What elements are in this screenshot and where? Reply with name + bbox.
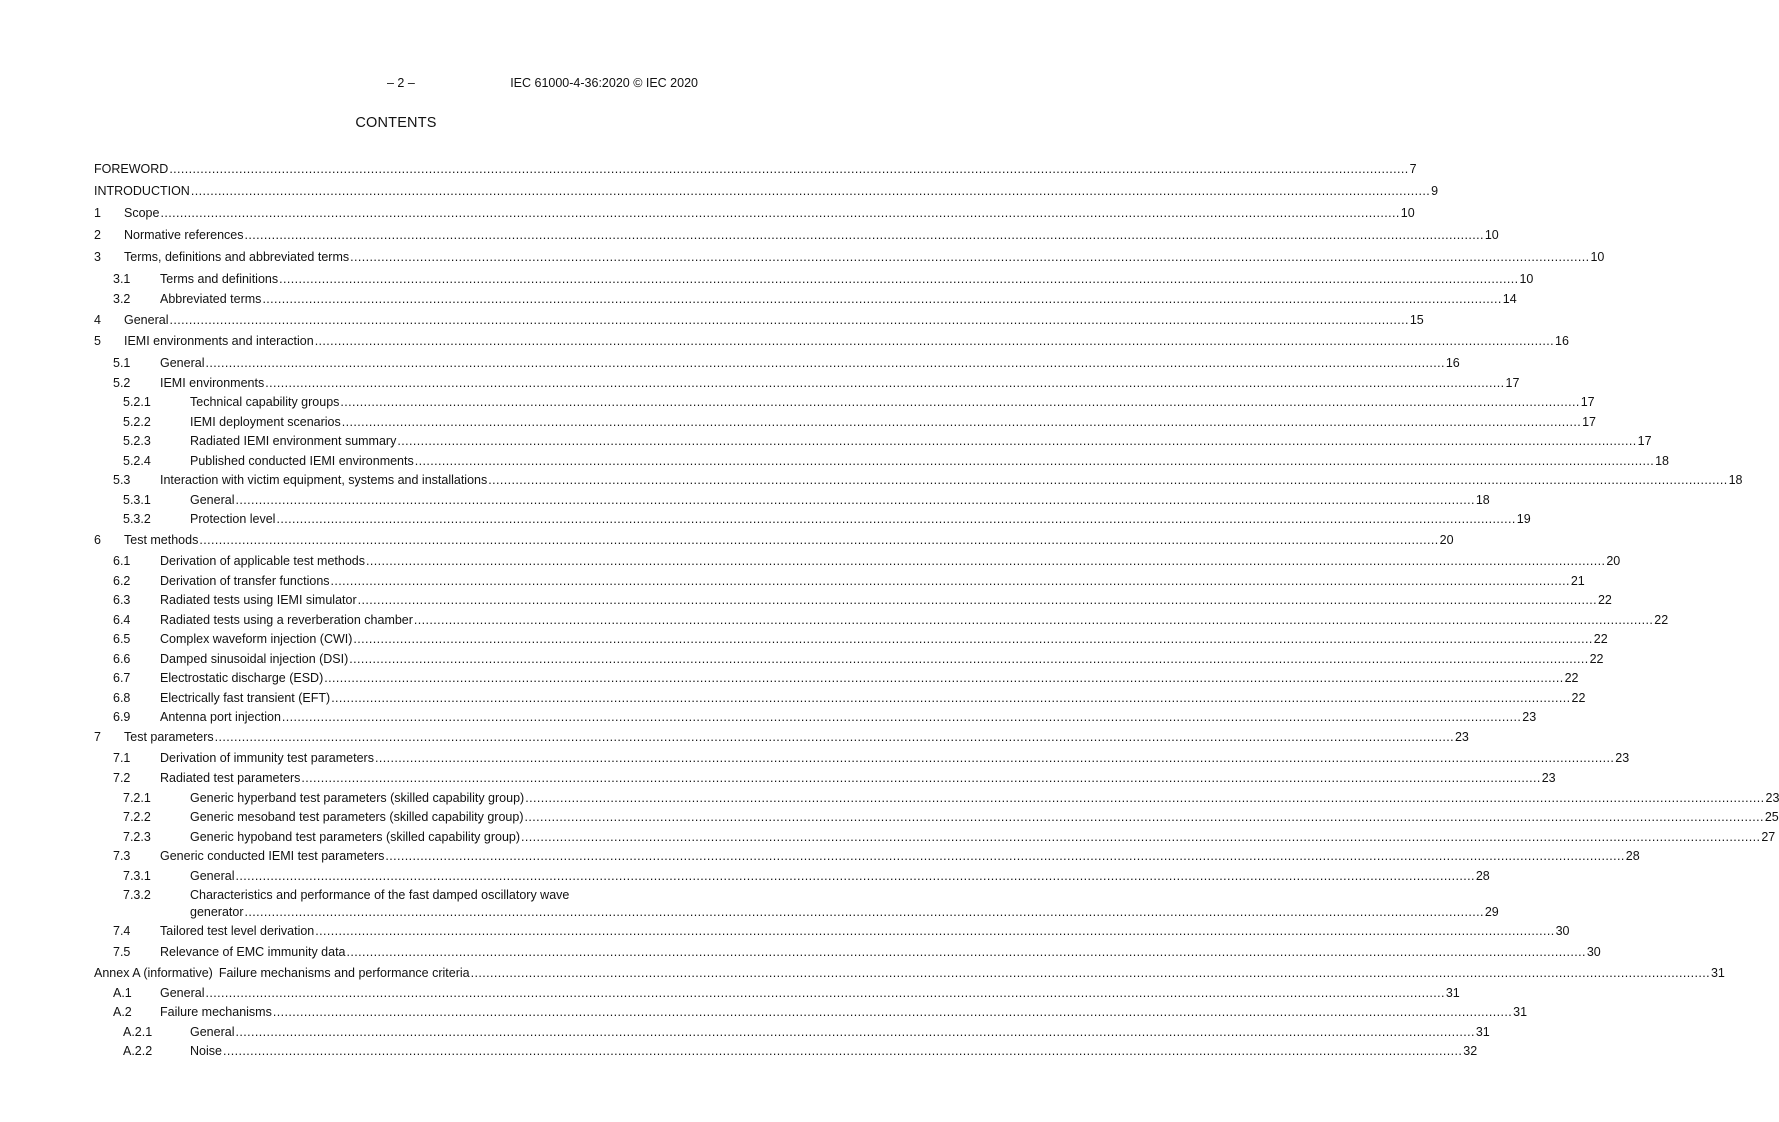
toc-entry-number: 6.8 — [113, 690, 131, 705]
toc-entry-title: Tailored test level derivation — [160, 924, 315, 938]
dot-leader — [342, 413, 1581, 433]
toc-entry-number: A.2.1 — [123, 1024, 153, 1039]
dot-leader — [301, 769, 1540, 789]
toc-entry-page: 25 — [1764, 810, 1779, 824]
contents-heading: CONTENTS — [355, 115, 437, 131]
toc-entry[interactable] — [94, 789, 1779, 809]
toc-entry[interactable] — [94, 471, 1743, 491]
toc-entry[interactable] — [94, 374, 1520, 394]
toc-entry[interactable] — [94, 728, 1469, 748]
dot-leader — [375, 747, 1614, 769]
toc-entry-title: Derivation of immunity test parameters — [160, 751, 374, 765]
toc-entry[interactable] — [94, 611, 1669, 631]
toc-entry-page: 23 — [1541, 771, 1556, 785]
toc-entry-page: 19 — [1516, 512, 1531, 526]
toc-entry-title: Derivation of transfer functions — [160, 573, 330, 588]
dot-leader — [265, 374, 1504, 394]
toc-entry[interactable] — [94, 310, 1424, 330]
dot-leader — [488, 471, 1727, 491]
toc-entry-number: 7.2 — [113, 771, 131, 785]
toc-entry-number: 5.3.2 — [123, 512, 151, 526]
toc-entry[interactable] — [94, 1023, 1490, 1043]
toc-entry-number: 7.4 — [113, 924, 131, 938]
toc-entry-number: 6.1 — [113, 553, 131, 568]
toc-entry[interactable] — [94, 352, 1460, 374]
toc-entry[interactable] — [94, 180, 1439, 202]
toc-entry-number: 3.2 — [113, 292, 131, 306]
dot-leader — [169, 310, 1408, 330]
toc-entry[interactable] — [94, 867, 1490, 887]
toc-entry-title: Complex waveform injection (CWI) — [160, 632, 353, 646]
toc-entry-page: 16 — [1445, 355, 1460, 370]
dot-leader — [215, 728, 1454, 748]
toc-entry-number: 5.2.2 — [123, 414, 151, 429]
dot-leader — [349, 650, 1588, 670]
toc-entry-title: Generic mesoband test parameters (skilled capability group) — [190, 810, 524, 824]
dot-leader — [273, 1003, 1512, 1023]
toc-entry[interactable] — [94, 246, 1605, 268]
toc-entry-number: 7.2.1 — [123, 790, 151, 805]
toc-entry[interactable] — [94, 330, 1569, 352]
toc-entry-page: 9 — [1431, 184, 1439, 198]
dot-leader — [205, 352, 1444, 374]
toc-entry-page: 29 — [1484, 905, 1499, 919]
toc-entry-title: Radiated tests using a reverberation chamber — [160, 612, 413, 627]
dot-leader — [169, 158, 1408, 180]
toc-entry-title: Published conducted IEMI environments — [190, 453, 414, 468]
toc-entry-page: 15 — [1409, 312, 1424, 327]
dot-leader — [199, 530, 1438, 550]
dot-leader — [223, 1042, 1462, 1062]
toc-entry-page: 32 — [1463, 1044, 1478, 1058]
toc-entry-page: 22 — [1593, 632, 1608, 646]
toc-entry[interactable] — [94, 268, 1534, 290]
page-header — [94, 76, 698, 92]
dot-leader — [525, 789, 1764, 809]
toc-entry-title: Antenna port injection — [160, 710, 281, 724]
toc-entry-title: Terms and definitions — [160, 272, 279, 286]
toc-entry-page: 7 — [1409, 162, 1417, 176]
toc-entry[interactable] — [94, 669, 1579, 689]
dot-leader — [191, 180, 1430, 202]
toc-entry[interactable] — [94, 747, 1630, 769]
toc-entry-title: Test methods — [124, 532, 199, 547]
toc-entry-title: General — [190, 1024, 235, 1039]
toc-entry[interactable] — [94, 290, 1517, 310]
toc-entry[interactable] — [94, 572, 1585, 592]
dot-leader — [279, 268, 1518, 290]
dot-leader — [340, 393, 1579, 413]
toc-entry[interactable] — [94, 828, 1776, 848]
toc-entry-title: Radiated tests using IEMI simulator — [160, 593, 357, 607]
toc-entry-page: 10 — [1590, 250, 1605, 264]
toc-entry-title: Scope — [124, 206, 160, 220]
toc-entry[interactable] — [94, 591, 1612, 611]
toc-entry-number: 6.4 — [113, 612, 131, 627]
toc-entry-number: 5.2.1 — [123, 395, 151, 409]
toc-entry-page: 20 — [1606, 553, 1621, 568]
dot-leader — [282, 708, 1521, 728]
toc-entry-title: Electrically fast transient (EFT) — [160, 690, 331, 705]
toc-entry-page: 17 — [1637, 434, 1652, 448]
toc-entry-page: 18 — [1655, 453, 1669, 468]
toc-entry[interactable] — [94, 413, 1596, 433]
toc-entry-page: 18 — [1728, 473, 1743, 487]
toc-entry-number: 6.7 — [113, 671, 131, 685]
toc-entry[interactable] — [94, 158, 1417, 180]
toc-entry-title: Damped sinusoidal injection (DSI) — [160, 651, 349, 666]
toc-entry[interactable] — [94, 550, 1621, 572]
dot-leader — [245, 904, 1484, 921]
toc-entry-title: General — [190, 492, 235, 507]
toc-entry-number: A.1 — [113, 985, 132, 1000]
toc-entry-title: Generic conducted IEMI test parameters — [160, 849, 385, 863]
document-reference: IEC 61000-4-36:2020 © IEC 2020 — [510, 76, 698, 90]
toc-entry[interactable] — [94, 1003, 1528, 1023]
toc-entry-number: 7.3.1 — [123, 868, 151, 883]
toc-entry-title: Normative references — [124, 228, 244, 242]
toc-entry[interactable] — [94, 432, 1652, 452]
dot-leader — [347, 942, 1586, 962]
toc-entry-number: 4 — [94, 312, 101, 327]
dot-leader — [276, 510, 1515, 530]
toc-entry-page: 10 — [1484, 228, 1499, 242]
toc-entry-page: 10 — [1519, 272, 1534, 286]
toc-entry-number: 7.1 — [113, 751, 131, 765]
toc-entry[interactable] — [94, 942, 1601, 962]
toc-entry-page: 22 — [1589, 651, 1604, 666]
toc-entry-number: 5.2.3 — [123, 434, 151, 448]
toc-entry-number: 7.3.2 — [123, 888, 151, 902]
toc-entry-page: 17 — [1505, 375, 1520, 390]
dot-leader — [235, 867, 1474, 887]
toc-entry-number: 6.6 — [113, 651, 131, 666]
toc-entry-title: Abbreviated terms — [160, 292, 262, 306]
toc-entry[interactable] — [94, 452, 1669, 472]
toc-entry-page: 22 — [1564, 671, 1579, 685]
toc-entry-page: 22 — [1571, 690, 1586, 705]
toc-entry[interactable] — [94, 984, 1460, 1004]
toc-entry-title: Interaction with victim equipment, systems and installations — [160, 473, 488, 487]
toc-entry-number: 3.1 — [113, 272, 131, 286]
toc-entry-title: Test parameters — [124, 729, 214, 744]
toc-entry[interactable] — [94, 886, 1499, 922]
dot-leader — [414, 611, 1653, 631]
dot-leader — [315, 330, 1554, 352]
toc-entry-title: General — [160, 355, 205, 370]
toc-entry-number: 5.3.1 — [123, 492, 151, 507]
toc-entry[interactable] — [94, 650, 1604, 670]
dot-leader — [324, 669, 1563, 689]
toc-entry-page: 22 — [1654, 612, 1669, 627]
toc-entry[interactable] — [94, 510, 1531, 530]
dot-leader — [525, 808, 1764, 828]
toc-entry-number: 5.2.4 — [123, 453, 151, 468]
dot-leader — [366, 550, 1605, 572]
toc-entry-page: 31 — [1513, 1005, 1528, 1019]
toc-entry-number: 6 — [94, 532, 101, 547]
toc-entry-title: Generic hypoband test parameters (skilled capability group) — [190, 829, 521, 844]
toc-entry-number: 7.3 — [113, 849, 131, 863]
toc-entry-number: 7.5 — [113, 944, 131, 959]
toc-entry-title: Failure mechanisms — [160, 1005, 272, 1019]
toc-entry-number: 5 — [94, 333, 101, 348]
dot-leader — [235, 1023, 1474, 1043]
toc-entry-title: Derivation of applicable test methods — [160, 553, 365, 568]
toc-entry-page: 30 — [1555, 924, 1570, 938]
toc-entry-page: 14 — [1502, 292, 1517, 306]
toc-entry[interactable] — [94, 922, 1570, 942]
toc-entry[interactable] — [94, 769, 1556, 789]
dot-leader — [471, 962, 1710, 984]
toc-entry-page: 30 — [1586, 944, 1601, 959]
toc-entry-page: 23 — [1522, 710, 1537, 724]
dot-leader — [160, 202, 1399, 224]
toc-entry-page: 18 — [1475, 492, 1490, 507]
dot-leader — [331, 689, 1570, 709]
toc-entry-title: Characteristics and performance of the fast damped oscillatory wave — [190, 888, 570, 902]
toc-entry[interactable] — [94, 630, 1608, 650]
toc-entry-title: IEMI environments and interaction — [124, 333, 314, 348]
toc-entry-number: 7.2.2 — [123, 810, 151, 824]
dot-leader — [245, 224, 1484, 246]
toc-entry-page: 21 — [1570, 573, 1585, 588]
toc-entry-page: 28 — [1625, 849, 1640, 863]
toc-entry[interactable] — [94, 1042, 1478, 1062]
dot-leader — [353, 630, 1592, 650]
toc-entry[interactable] — [94, 808, 1779, 828]
dot-leader — [262, 290, 1501, 310]
toc-entry-page: 31 — [1710, 965, 1725, 980]
toc-entry-page: 20 — [1439, 532, 1454, 547]
page-number: – 2 – — [387, 76, 415, 90]
toc-entry-page: 22 — [1597, 593, 1612, 607]
toc-entry-number: 6.9 — [113, 710, 131, 724]
toc-entry-page: 28 — [1475, 868, 1490, 883]
dot-leader — [315, 922, 1554, 942]
dot-leader — [350, 246, 1589, 268]
toc-entry-number: A.2 — [113, 1005, 132, 1019]
toc-entry-number: 5.1 — [113, 355, 131, 370]
dot-leader — [358, 591, 1597, 611]
toc-entry-title: General — [160, 985, 205, 1000]
toc-entry-page: 31 — [1445, 985, 1460, 1000]
toc-entry[interactable] — [94, 224, 1499, 246]
toc-entry-number: 7 — [94, 729, 101, 744]
toc-entry-title: Radiated IEMI environment summary — [190, 434, 397, 448]
dot-leader — [235, 491, 1474, 511]
toc-entry-number: Annex A (informative) — [94, 965, 213, 980]
dot-leader — [415, 452, 1654, 472]
toc-entry-title: Technical capability groups — [190, 395, 340, 409]
toc-entry-title: FOREWORD — [94, 162, 169, 176]
toc-entry[interactable] — [94, 393, 1595, 413]
toc-entry-title-continued: generator — [190, 905, 244, 919]
dot-leader — [521, 828, 1760, 848]
toc-entry[interactable] — [94, 689, 1586, 709]
toc-entry-title: Electrostatic discharge (ESD) — [160, 671, 324, 685]
toc-entry-page: 17 — [1582, 414, 1596, 429]
dot-leader — [385, 847, 1624, 867]
toc-entry[interactable] — [94, 847, 1640, 867]
toc-entry-number: 6.2 — [113, 573, 131, 588]
table-of-contents — [94, 158, 1779, 1062]
toc-entry-number: 3 — [94, 250, 101, 264]
toc-entry-page: 27 — [1761, 829, 1776, 844]
toc-entry[interactable] — [94, 491, 1490, 511]
toc-entry-title: General — [190, 868, 235, 883]
toc-entry-title: INTRODUCTION — [94, 184, 190, 198]
dot-leader — [331, 572, 1570, 592]
toc-entry-number: A.2.2 — [123, 1044, 153, 1058]
toc-entry-title: Generic hyperband test parameters (skilled capability group) — [190, 790, 525, 805]
toc-entry-page: 10 — [1400, 206, 1415, 220]
toc-entry-number: 2 — [94, 228, 101, 242]
toc-entry-page: 16 — [1555, 333, 1569, 348]
toc-entry[interactable] — [94, 202, 1415, 224]
toc-entry-number: 6.3 — [113, 593, 131, 607]
toc-entry-title: IEMI environments — [160, 375, 265, 390]
toc-entry-number: 1 — [94, 206, 101, 220]
toc-entry-number: 7.2.3 — [123, 829, 151, 844]
toc-entry-page: 23 — [1615, 751, 1630, 765]
toc-entry-title: Failure mechanisms and performance criteria — [218, 965, 470, 980]
toc-entry-page: 17 — [1580, 395, 1595, 409]
toc-entry-title: General — [124, 312, 169, 327]
toc-entry-title: Radiated test parameters — [160, 771, 301, 785]
toc-entry-title: IEMI deployment scenarios — [190, 414, 341, 429]
toc-entry[interactable] — [94, 708, 1537, 728]
toc-entry-number: 6.5 — [113, 632, 131, 646]
toc-entry-title: Noise — [190, 1044, 222, 1058]
toc-entry-page: 23 — [1454, 729, 1469, 744]
toc-entry-number: 5.3 — [113, 473, 131, 487]
dot-leader — [397, 432, 1636, 452]
toc-entry-title: Terms, definitions and abbreviated terms — [124, 250, 350, 264]
toc-entry-number: 5.2 — [113, 375, 131, 390]
toc-entry-title: Protection level — [190, 512, 276, 526]
dot-leader — [205, 984, 1444, 1004]
toc-entry-page: 31 — [1475, 1024, 1490, 1039]
toc-entry-page: 23 — [1765, 790, 1779, 805]
toc-entry[interactable] — [94, 530, 1454, 550]
toc-annex-entry[interactable] — [94, 962, 1725, 984]
toc-entry-title: Relevance of EMC immunity data — [160, 944, 346, 959]
